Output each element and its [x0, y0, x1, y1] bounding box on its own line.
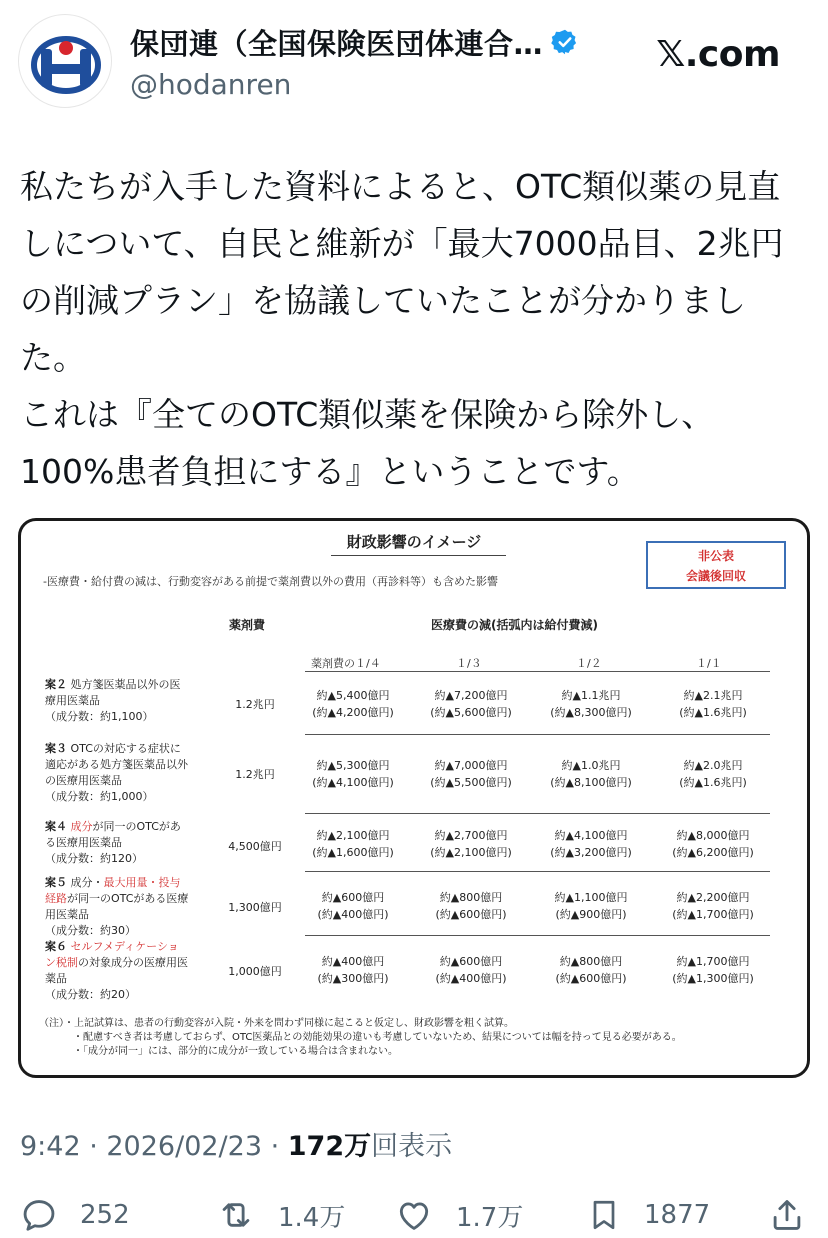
view-count: 172万 [287, 1131, 372, 1162]
document-title: 財政影響のイメージ [346, 533, 482, 551]
reduction-cell: 約▲800億円 (約▲600億円) [435, 891, 507, 921]
reduction-cell: 約▲2.1兆円 (約▲1.6兆円) [679, 689, 747, 719]
reduction-cell: 約▲5,400億円 (約▲4,200億円) [312, 689, 394, 719]
plan-text: 療用医薬品 [45, 694, 100, 707]
table-divider [305, 935, 770, 936]
reduction-cell: 約▲1,100億円 (約▲900億円) [554, 891, 628, 921]
plan-text: OTCの対応する症状に [70, 742, 181, 755]
plan-count: （成分数：約1,000） [45, 790, 154, 803]
plan-label [45, 741, 221, 805]
drug-cost: 4,500億円 [228, 840, 282, 853]
plan-number: 案４ [45, 820, 67, 833]
repost-icon [216, 1196, 256, 1234]
like-count: 1.7万 [456, 1202, 524, 1233]
reply-button[interactable] [20, 1192, 130, 1238]
plan-highlight: 成分 [70, 820, 93, 833]
reduction-cell: 約▲7,200億円 (約▲5,600億円) [430, 689, 512, 719]
reduction-cell: 約▲800億円 (約▲600億円) [555, 955, 627, 985]
repost-button[interactable] [216, 1192, 345, 1238]
reduction-cell: 約▲2,100億円 (約▲1,600億円) [312, 829, 394, 859]
table-divider [305, 671, 770, 672]
note-line: ・配慮すべき者は考慮しておらず、OTC医薬品との効能効果の違いも考慮していないため、結果については幅を持って見る必要がある。 [73, 1032, 682, 1043]
plan-text: 用医薬品 [45, 908, 89, 921]
avatar[interactable] [18, 14, 112, 108]
plan-text: の医療用医薬品 [45, 774, 122, 787]
tweet-header [18, 14, 810, 110]
reduction-cell: 約▲5,300億円 (約▲4,100億円) [312, 759, 394, 789]
note-line: ・「成分が同一」には、部分的に成分が一致している場合は含まれない。 [73, 1046, 398, 1057]
like-button[interactable] [394, 1192, 523, 1238]
plan-text: が同一のOTCがあ [92, 820, 181, 833]
reply-count: 252 [80, 1200, 130, 1230]
plan-highlight: 最大用量・投与 [103, 876, 181, 889]
verified-badge-icon [551, 28, 579, 56]
plan-text: 薬品 [45, 972, 67, 985]
heart-icon [394, 1196, 434, 1234]
reduction-cell: 約▲2,700億円 (約▲2,100億円) [430, 829, 512, 859]
x-brand-logo[interactable]: 𝕏.com [656, 34, 780, 75]
plan-count: （成分数：約1,100） [45, 710, 154, 723]
action-bar [20, 1192, 810, 1238]
plan-count: （成分数：約20） [45, 988, 136, 1001]
reduction-cell: 約▲1.0兆円 (約▲8,100億円) [550, 759, 632, 789]
stamp-line-1: 非公表 [697, 549, 734, 563]
plan-label [45, 819, 221, 867]
reduction-cell: 約▲600億円 (約▲400億円) [435, 955, 507, 985]
plan-text: の対象成分の医療用医 [78, 956, 188, 969]
reduction-cell: 約▲1,700億円 (約▲1,300億円) [672, 955, 754, 985]
plan-text: が同一のOTCがある医療 [67, 892, 189, 905]
plan-number: 案６ [45, 940, 67, 953]
title-underline [331, 555, 506, 556]
document-subtitle: -医療費・給付費の減は、行動変容がある前提で薬剤費以外の費用（再診料等）も含めた影響 [43, 575, 498, 588]
attached-image[interactable] [18, 518, 810, 1078]
reduction-cell: 約▲8,000億円 (約▲6,200億円) [672, 829, 754, 859]
table-divider [305, 813, 770, 814]
plan-number: 案３ [45, 742, 67, 755]
reply-icon [20, 1196, 58, 1234]
document-image [21, 521, 807, 1075]
reduction-cell: 約▲1.1兆円 (約▲8,300億円) [550, 689, 632, 719]
column-header-drug-cost: 薬剤費 [229, 618, 266, 632]
reduction-cell: 約▲400億円 (約▲300億円) [317, 955, 389, 985]
bookmark-icon [586, 1196, 622, 1234]
tweet-meta [20, 1124, 452, 1163]
plan-text: る医療用医薬品 [45, 836, 122, 849]
drug-cost: 1,300億円 [228, 901, 282, 914]
table-divider [305, 734, 770, 735]
timestamp[interactable]: 9:42 · 2026/02/23 · [20, 1131, 288, 1162]
fraction-header: １/３ [456, 657, 482, 670]
plan-label [45, 939, 221, 1003]
share-button[interactable] [768, 1192, 828, 1238]
plan-text: 処方箋医薬品以外の医 [70, 678, 181, 691]
display-name[interactable]: 保団連（全国保険医団体連合… [130, 26, 544, 61]
plan-label [45, 875, 221, 939]
reduction-cell: 約▲2,200億円 (約▲1,700億円) [672, 891, 754, 921]
document-notes [39, 1017, 799, 1059]
fraction-header: １/２ [576, 657, 602, 670]
plan-highlight: 経路 [45, 892, 67, 905]
drug-cost: 1.2兆円 [235, 768, 275, 781]
plan-text: 適応がある処方箋医薬品以外 [45, 758, 188, 771]
table-divider [305, 871, 770, 872]
plan-count: （成分数：約30） [45, 924, 136, 937]
stamp-line-2: 会議後回収 [685, 569, 746, 583]
plan-count: （成分数：約120） [45, 852, 143, 865]
reduction-cell: 約▲7,000億円 (約▲5,500億円) [430, 759, 512, 789]
share-icon [768, 1196, 806, 1234]
note-line: （注）・上記試算は、患者の行動変容が入院・外来を問わず同様に起こると仮定し、財政影響を粗く試算。 [39, 1018, 514, 1029]
plan-number: 案２ [45, 678, 67, 691]
drug-cost: 1.2兆円 [235, 698, 275, 711]
view-label: 回表示 [371, 1131, 453, 1162]
tweet-text: 私たちが入手した資料によると、OTC類似薬の見直 しについて、自民と維新が「最大7000品目、2兆円 の削減プラン」を協議していたことが分かりまし た。 これは『全てのOTC類似薬を保険から除外し、 100%患者負担にする』ということです。 [20, 167, 784, 491]
repost-count: 1.4万 [278, 1202, 346, 1233]
column-header-reduction: 医療費の減(括弧内は給付費減) [431, 618, 598, 632]
plan-highlight: ン税制 [45, 956, 78, 969]
fraction-header: １/１ [696, 657, 722, 670]
fraction-header: 薬剤費の１/４ [311, 657, 381, 670]
reduction-cell: 約▲4,100億円 (約▲3,200億円) [550, 829, 632, 859]
bookmark-button[interactable] [586, 1192, 710, 1238]
bookmark-count: 1877 [644, 1200, 711, 1230]
hodanren-logo-icon [19, 15, 113, 109]
plan-highlight: セルフメディケーショ [70, 940, 179, 953]
confidential-stamp [646, 541, 786, 589]
reduction-cell: 約▲2.0兆円 (約▲1.6兆円) [679, 759, 747, 789]
plan-label [45, 677, 221, 725]
plan-number: 案５ [45, 876, 67, 889]
plan-text: 成分・ [70, 876, 104, 889]
drug-cost: 1,000億円 [228, 965, 282, 978]
reduction-cell: 約▲600億円 (約▲400億円) [317, 891, 389, 921]
user-handle[interactable]: @hodanren [130, 68, 292, 101]
